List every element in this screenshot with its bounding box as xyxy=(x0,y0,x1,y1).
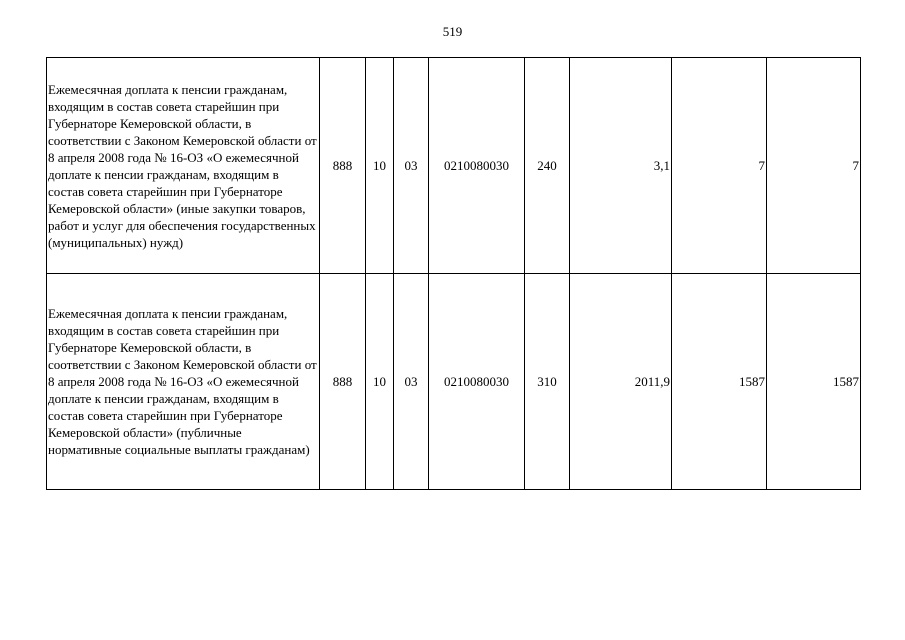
table-row xyxy=(47,274,861,490)
expense-type-code: 310 xyxy=(525,274,570,490)
row-description: Ежемесячная доплата к пенсии гражданам, входящим в состав совета старейшин при Губернаторе Кемеровской области, в соответствии с Законом Кемеровской области от 8 апреля 2008 года № 16-ОЗ «О ежемесячной доплате к пенсии гражданам, входящим в состав совета старейшин при Губернаторе Кемеровской области» (иные закупки товаров, работ и услуг для обеспечения государственных (муниципальных) нужд) xyxy=(47,58,320,274)
ministry-code: 888 xyxy=(320,274,366,490)
section-code: 10 xyxy=(366,58,394,274)
sum-2: 7 xyxy=(672,58,767,274)
expense-type-code: 240 xyxy=(525,58,570,274)
sum-3: 1587 xyxy=(767,274,861,490)
sum-1: 3,1 xyxy=(570,58,672,274)
sum-1: 2011,9 xyxy=(570,274,672,490)
section-code: 10 xyxy=(366,274,394,490)
subsection-code: 03 xyxy=(394,58,429,274)
page-number: 519 xyxy=(442,24,463,39)
row-description: Ежемесячная доплата к пенсии гражданам, входящим в состав совета старейшин при Губернаторе Кемеровской области, в соответствии с Законом Кемеровской области от 8 апреля 2008 года № 16-ОЗ «О ежемесячной доплате к пенсии гражданам, входящим в состав совета старейшин при Губернаторе Кемеровской области» (публичные нормативные социальные выплаты гражданам) xyxy=(47,274,320,490)
target-article-code: 0210080030 xyxy=(429,58,525,274)
target-article-code: 0210080030 xyxy=(429,274,525,490)
budget-table xyxy=(46,57,861,490)
ministry-code: 888 xyxy=(320,58,366,274)
sum-2: 1587 xyxy=(672,274,767,490)
sum-3: 7 xyxy=(767,58,861,274)
subsection-code: 03 xyxy=(394,274,429,490)
table-row xyxy=(47,58,861,274)
